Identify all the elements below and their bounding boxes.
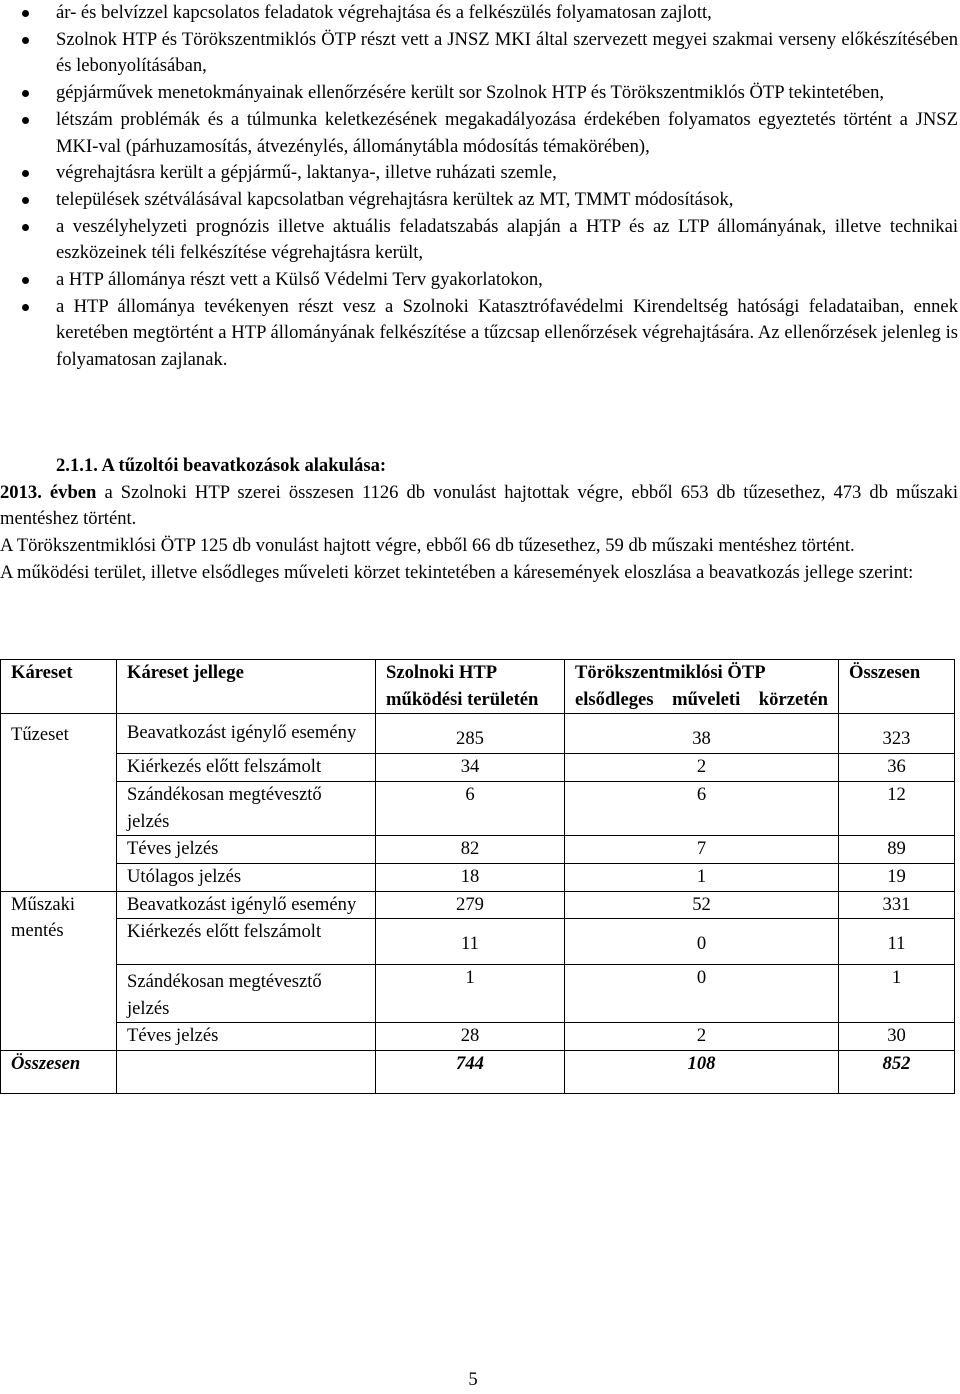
bullet-item: a veszélyhelyzeti prognózis illetve aktuális feladatszabás alapján a HTP és az LTP állományának, illetve technikai eszközeinek téli felkészítése végrehajtásra került, bbox=[0, 214, 960, 267]
table-row bbox=[1, 863, 955, 891]
cell-total: 331 bbox=[839, 891, 955, 919]
bullet-item: települések szétválásával kapcsolatban végrehajtásra kerültek az MT, TMMT módosítások, bbox=[0, 187, 960, 214]
cell-total: 12 bbox=[839, 781, 955, 835]
bullet-dot-icon bbox=[22, 197, 29, 204]
cell-total: 1 bbox=[839, 965, 955, 1023]
row-type: Téves jelzés bbox=[117, 1023, 376, 1051]
section-heading: 2.1.1. A tűzoltói beavatkozások alakulása: bbox=[56, 455, 387, 476]
bullet-item: a HTP állománya részt vett a Külső Védelmi Terv gyakorlatokon, bbox=[0, 267, 960, 294]
header-szolnoki-htp: Szolnoki HTP működési területén bbox=[376, 660, 565, 714]
header-kareset: Káreset bbox=[1, 660, 117, 714]
cell-total: 89 bbox=[839, 836, 955, 864]
paragraph-intro-table: A működési terület, illetve elsődleges műveleti körzet tekintetében a káresemények eloszlása a beavatkozás jellege szerint: bbox=[0, 561, 914, 583]
bullet-item: Szolnok HTP és Törökszentmiklós ÖTP részt vett a JNSZ MKI által szervezett megyei szakmai verseny előkészítésében és lebonyolításában, bbox=[0, 27, 960, 80]
cell-total: 19 bbox=[839, 863, 955, 891]
table-row bbox=[1, 754, 955, 782]
cell-szolnok: 285 bbox=[376, 714, 565, 754]
cell-torok: 7 bbox=[565, 836, 839, 864]
cell-szolnok: 28 bbox=[376, 1023, 565, 1051]
section-tuzoltoi-beavatkozasok bbox=[0, 453, 960, 587]
total-szolnok: 744 bbox=[376, 1051, 565, 1094]
bullet-item: gépjárművek menetokmányainak ellenőrzésére került sor Szolnok HTP és Törökszentmiklós ÖTP tekintetében, bbox=[0, 80, 960, 107]
cell-szolnok: 82 bbox=[376, 836, 565, 864]
cell-szolnok: 6 bbox=[376, 781, 565, 835]
cell-torok: 0 bbox=[565, 965, 839, 1023]
total-osszesen: 852 bbox=[839, 1051, 955, 1094]
cell-total: 30 bbox=[839, 1023, 955, 1051]
bullet-dot-icon bbox=[22, 304, 29, 311]
bullet-dot-icon bbox=[22, 117, 29, 124]
row-type: Kiérkezés előtt felszámolt bbox=[117, 754, 376, 782]
cell-szolnok: 11 bbox=[376, 919, 565, 965]
total-label: Összesen bbox=[1, 1051, 117, 1094]
bullet-item: létszám problémák és a túlmunka keletkezésének megakadályozása érdekében folyamatos egyeztetés történt a JNSZ MKI-val (párhuzamosítás, átvezénylés, állománytábla módosítás témakörében), bbox=[0, 107, 960, 160]
cell-total: 11 bbox=[839, 919, 955, 965]
table-total-row bbox=[1, 1051, 955, 1094]
cell-szolnok: 34 bbox=[376, 754, 565, 782]
bullet-dot-icon bbox=[22, 10, 29, 17]
table-row bbox=[1, 1023, 955, 1051]
bullet-item: ár- és belvízzel kapcsolatos feladatok végrehajtása és a felkészülés folyamatosan zajlott, bbox=[0, 0, 960, 27]
cell-torok: 2 bbox=[565, 754, 839, 782]
table-row bbox=[1, 965, 955, 1023]
row-type: Kiérkezés előtt felszámolt bbox=[117, 919, 376, 965]
paragraph-torokszentmiklos: A Törökszentmiklósi ÖTP 125 db vonulást hajtott végre, ebből 66 db tűzesethez, 59 db műszaki mentéshez történt. bbox=[0, 535, 855, 557]
cell-torok: 2 bbox=[565, 1023, 839, 1051]
year-label: 2013. évben bbox=[0, 481, 97, 503]
bullet-dot-icon bbox=[22, 170, 29, 177]
bullet-item: végrehajtásra került a gépjármű-, laktanya-, illetve ruházati szemle, bbox=[0, 160, 960, 187]
cell-szolnok: 1 bbox=[376, 965, 565, 1023]
row-type: Beavatkozást igénylő esemény bbox=[117, 891, 376, 919]
table-header-row bbox=[1, 660, 955, 714]
row-type: Szándékosan megtévesztő jelzés bbox=[117, 781, 376, 835]
bullet-dot-icon bbox=[22, 277, 29, 284]
cell-torok: 1 bbox=[565, 863, 839, 891]
header-osszesen: Összesen bbox=[839, 660, 955, 714]
karesemenyek-table bbox=[0, 659, 955, 1094]
bullet-dot-icon bbox=[22, 224, 29, 231]
cell-total: 36 bbox=[839, 754, 955, 782]
cell-szolnok: 18 bbox=[376, 863, 565, 891]
header-kareset-jellege: Káreset jellege bbox=[117, 660, 376, 714]
bullet-list bbox=[0, 0, 960, 374]
paragraph-szolnok: 2013. évben a Szolnoki HTP szerei összesen 1126 db vonulást hajtottak végre, ebből 653 db tűzesethez, 473 db műszaki mentéshez történt. bbox=[0, 481, 959, 530]
row-type: Utólagos jelzés bbox=[117, 863, 376, 891]
table-row bbox=[1, 919, 955, 965]
cell-szolnok: 279 bbox=[376, 891, 565, 919]
bullet-item: a HTP állománya tevékenyen részt vesz a Szolnoki Katasztrófavédelmi Kirendeltség hatósági feladataiban, ennek keretében megtörtént a HTP állományának felkészítése a tűzcsap ellenőrzések végrehajtására. Az ellenőrzések jelenleg is folyamatosan zajlanak. bbox=[0, 294, 960, 374]
bullet-dot-icon bbox=[22, 37, 29, 44]
cell-torok: 6 bbox=[565, 781, 839, 835]
category-muszaki-mentes: Műszaki mentés bbox=[1, 891, 117, 1051]
category-tuzeset: Tűzeset bbox=[1, 714, 117, 891]
cell-torok: 0 bbox=[565, 919, 839, 965]
bullet-dot-icon bbox=[22, 90, 29, 97]
total-empty-cell bbox=[117, 1051, 376, 1094]
cell-torok: 52 bbox=[565, 891, 839, 919]
cell-torok: 38 bbox=[565, 714, 839, 754]
cell-total: 323 bbox=[839, 714, 955, 754]
total-torok: 108 bbox=[565, 1051, 839, 1094]
row-type: Téves jelzés bbox=[117, 836, 376, 864]
table-row bbox=[1, 781, 955, 835]
header-torokszentmiklosi-otp: Törökszentmiklósi ÖTP elsődleges műveleti körzetén bbox=[565, 660, 839, 714]
row-type: Beavatkozást igénylő esemény bbox=[117, 714, 376, 754]
page-number: 5 bbox=[468, 1369, 478, 1390]
table-row bbox=[1, 891, 955, 919]
table-row bbox=[1, 714, 955, 754]
row-type: Szándékosan megtévesztő jelzés bbox=[117, 965, 376, 1023]
table-row bbox=[1, 836, 955, 864]
